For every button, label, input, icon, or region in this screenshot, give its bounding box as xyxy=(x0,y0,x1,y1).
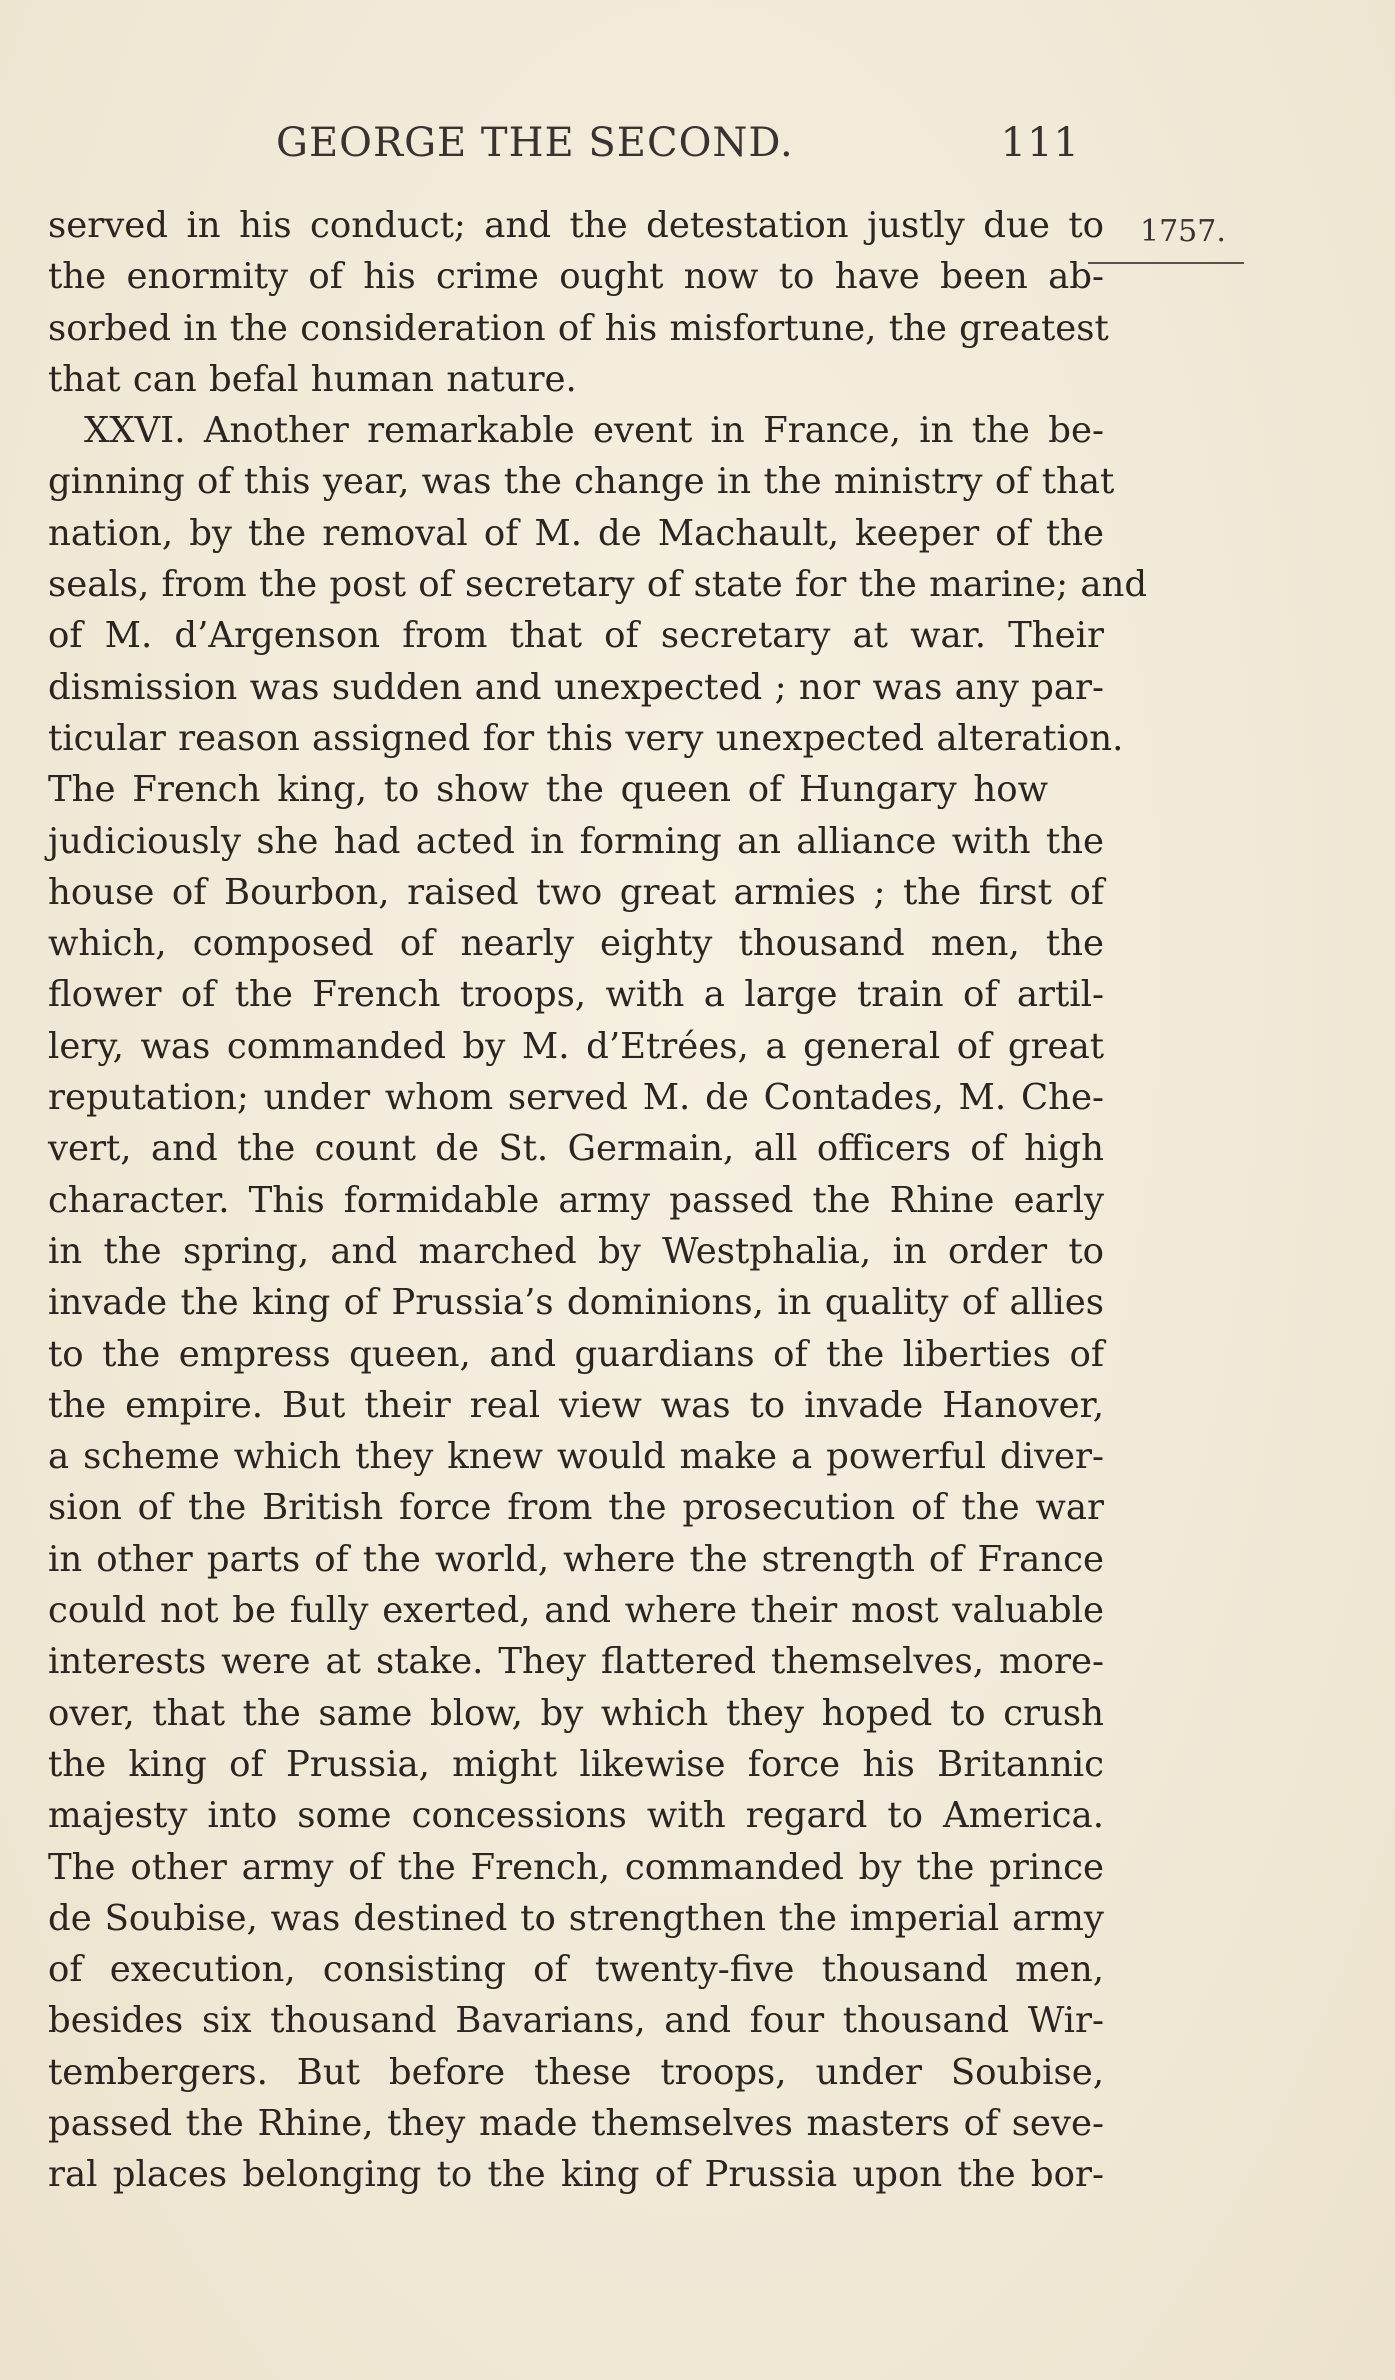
margin-year-note: 1757. xyxy=(1140,214,1226,249)
text-line: sorbed in the consideration of his misfortune, the greatest xyxy=(48,307,1109,349)
text-line: reputation; under whom served M. de Contades, M. Che- xyxy=(48,1077,1104,1119)
text-line: dismission was sudden and unexpected ; nor was any par- xyxy=(48,666,1104,708)
text-line: a scheme which they knew would make a powerful diver- xyxy=(48,1436,1104,1478)
text-line: over, that the same blow, by which they hoped to crush xyxy=(48,1692,1104,1734)
text-line: of execution, consisting of twenty-five thousand men, xyxy=(48,1949,1104,1991)
text-line: the king of Prussia, might likewise force his Britannic xyxy=(48,1743,1104,1785)
text-line: passed the Rhine, they made themselves masters of seve- xyxy=(48,2102,1104,2144)
text-line: to the empress queen, and guardians of the liberties of xyxy=(48,1333,1104,1375)
text-line: majesty into some concessions with regard to America. xyxy=(48,1795,1104,1837)
text-line: ral places belonging to the king of Prussia upon the bor- xyxy=(48,2154,1104,2196)
text-line: the empire. But their real view was to invade Hanover, xyxy=(48,1384,1104,1426)
page-number: 111 xyxy=(1000,120,1080,166)
text-line: of M. d’Argenson from that of secretary at war. Their xyxy=(48,615,1104,657)
text-line: invade the king of Prussia’s dominions, in quality of allies xyxy=(48,1282,1104,1324)
text-line: The French king, to show the queen of Hungary how xyxy=(48,769,1048,811)
text-line: which, composed of nearly eighty thousand men, the xyxy=(48,923,1104,965)
text-line: seals, from the post of secretary of state for the marine; and xyxy=(48,564,1148,606)
text-line: in the spring, and marched by Westphalia, in order to xyxy=(48,1230,1104,1272)
text-line: interests were at stake. They flattered themselves, more- xyxy=(48,1641,1104,1683)
text-line: lery, was commanded by M. d’Etrées, a general of great xyxy=(48,1025,1104,1067)
text-line: The other army of the French, commanded by the prince xyxy=(48,1846,1104,1888)
text-line: house of Bourbon, raised two great armies ; the first of xyxy=(48,871,1104,913)
text-line: could not be fully exerted, and where their most valuable xyxy=(48,1590,1104,1632)
text-line: character. This formidable army passed the Rhine early xyxy=(48,1179,1104,1221)
text-line: besides six thousand Bavarians, and four thousand Wir- xyxy=(48,2000,1104,2042)
body-text xyxy=(48,200,1148,2201)
text-line: sion of the British force from the prosecution of the war xyxy=(48,1487,1104,1529)
text-line: de Soubise, was destined to strengthen the imperial army xyxy=(48,1897,1104,1939)
text-line: served in his conduct; and the detestation justly due to xyxy=(48,205,1104,246)
text-line: the enormity of his crime ought now to have been ab- xyxy=(48,256,1104,298)
text-line: flower of the French troops, with a large train of artil- xyxy=(48,974,1104,1016)
text-line: judiciously she had acted in forming an alliance with the xyxy=(48,820,1104,862)
text-line: in other parts of the world, where the strength of France xyxy=(48,1538,1104,1580)
text-line: that can befal human nature. xyxy=(48,358,577,400)
text-line: vert, and the count de St. Germain, all officers of high xyxy=(48,1128,1104,1170)
text-line: XXVI. Another remarkable event in France, in the be- xyxy=(84,410,1104,452)
text-line: nation, by the removal of M. de Machault, keeper of the xyxy=(48,512,1104,554)
running-title: GEORGE THE SECOND. xyxy=(276,120,794,166)
margin-rule xyxy=(1088,262,1244,264)
text-line: ginning of this year, was the change in the ministry of that xyxy=(48,461,1115,503)
text-line: ticular reason assigned for this very unexpected alteration. xyxy=(48,717,1124,759)
text-line: tembergers. But before these troops, under Soubise, xyxy=(48,2051,1104,2093)
page-header xyxy=(270,120,1090,180)
